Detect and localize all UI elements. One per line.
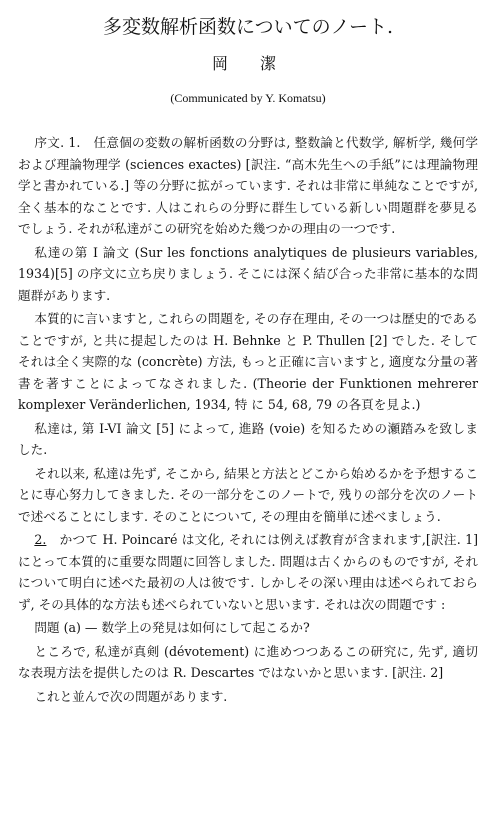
communicated-by: (Communicated by Y. Komatsu) xyxy=(170,91,326,105)
paragraph-section-2 xyxy=(18,529,478,615)
section-number: 2. xyxy=(34,532,47,547)
paragraph-next-problem: これと並んで次の問題があります. xyxy=(34,688,228,704)
paragraph-behnke-thullen: 本質的に言いますと, これらの問題を, その存在理由, その一つは歴史的であることですが, と共に提起したのは H. Behnke と P. Thullen [2] でした. そしてそれは全く実際的な (concrète) 方法, もっと正確に言いますと, 適度な分量の著書を著すことによってなされました. (Theorie der Funktionen mehrerer komplexer Veränderlichen, 1934, 特 に 54, 68, 79 の各頁を見よ.) xyxy=(18,311,478,412)
paragraph-descartes: ところで, 私達が真剣 (dévotement) に進めつつあるこの研究に, 先ず, 適切な表現方法を提供したのは R. Descartes ではないかと思います. [訳注. 2] xyxy=(18,643,478,680)
document-body xyxy=(18,132,478,707)
paragraph-since-then: それ以来, 私達は先ず, そこから, 結果と方法とどこから始めるかを予想することに専心努力してきました. その一部分をこのノートで, 残りの部分を次のノートで述べることにします. そのことについて, その理由を簡単に述べましょう. xyxy=(18,465,478,524)
paragraph-first-paper: 私達の第 I 論文 (Sur les fonctions analytiques de plusieurs variables, 1934)[5] の序文に立ち戻りましょう. そこには深く結び合った非常に基本的な問題群があります. xyxy=(18,244,478,303)
paragraph-preface: 序文. 1. 任意個の変数の解析函数の分野は, 整数論と代数学, 解析学, 幾何学および理論物理学 (sciences exactes) [訳注. “高木先生への手紙”には理論物理学と書かれている.] 等の分野に拡がっています. それは非常に単純なことですが, 全く基本的なことです. 人はこれらの分野に群生している新しい問題群を夢見るでしょう. それが私達がこの研究を始めた幾つかの理由の一つです. xyxy=(18,135,478,236)
document-page xyxy=(0,14,496,833)
author-name: 岡 潔 xyxy=(211,54,284,73)
section-2-text: かつて H. Poincaré は文化, それには例えば教育が含まれます,[訳注. 1] にとって本質的に重要な問題に回答しました. 問題は古くからのものですが, それについて明白に述べた最初の人は彼です. しかしその深い理由は述べられておらず, その具体的な方法も述べられていないと思います. それは次の問題です : xyxy=(18,532,479,612)
paragraph-papers-i-vi: 私達は, 第 I-VI 論文 [5] によって, 進路 (voie) を知るための瀬踏みを致しました. xyxy=(18,420,478,457)
document-title: 多変数解析函数についてのノート. xyxy=(102,16,394,38)
problem-statement: 問題 (a) — 数学上の発見は如何にして起こるか? xyxy=(34,620,310,635)
